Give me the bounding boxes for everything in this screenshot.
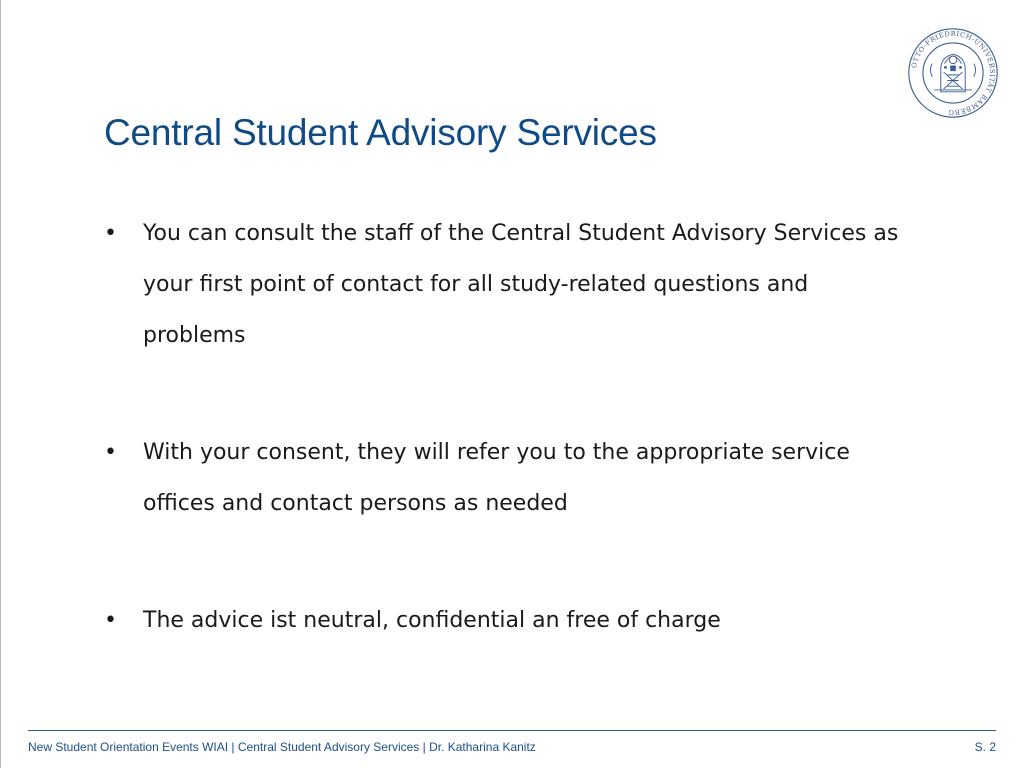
university-seal-icon [906, 26, 1000, 120]
bullet-text: With your consent, they will refer you to the appropriate service offices and contact persons as needed [143, 440, 850, 516]
bullet-marker: • [104, 221, 117, 246]
slide-left-border [0, 0, 1, 768]
list-item [104, 595, 904, 646]
bullet-text: You can consult the staff of the Central Student Advisory Services as your first point of contact for all study-related questions and problems [143, 221, 899, 348]
page-number: S. 2 [974, 740, 996, 754]
page-title: Central Student Advisory Services [104, 112, 657, 153]
footer-text: New Student Orientation Events WIAI | Central Student Advisory Services | Dr. Katharina Kanitz [28, 740, 536, 754]
bullet-marker: • [104, 608, 117, 633]
list-item [104, 208, 904, 361]
bullet-text: The advice ist neutral, confidential an free of charge [143, 608, 721, 633]
bullet-marker: • [104, 440, 117, 465]
list-item [104, 427, 904, 529]
logo-text: OTTO-FRIEDRICH-UNIVERSITÄT BAMBERG [910, 29, 997, 117]
bullet-list [104, 208, 904, 646]
footer-divider [28, 730, 996, 731]
